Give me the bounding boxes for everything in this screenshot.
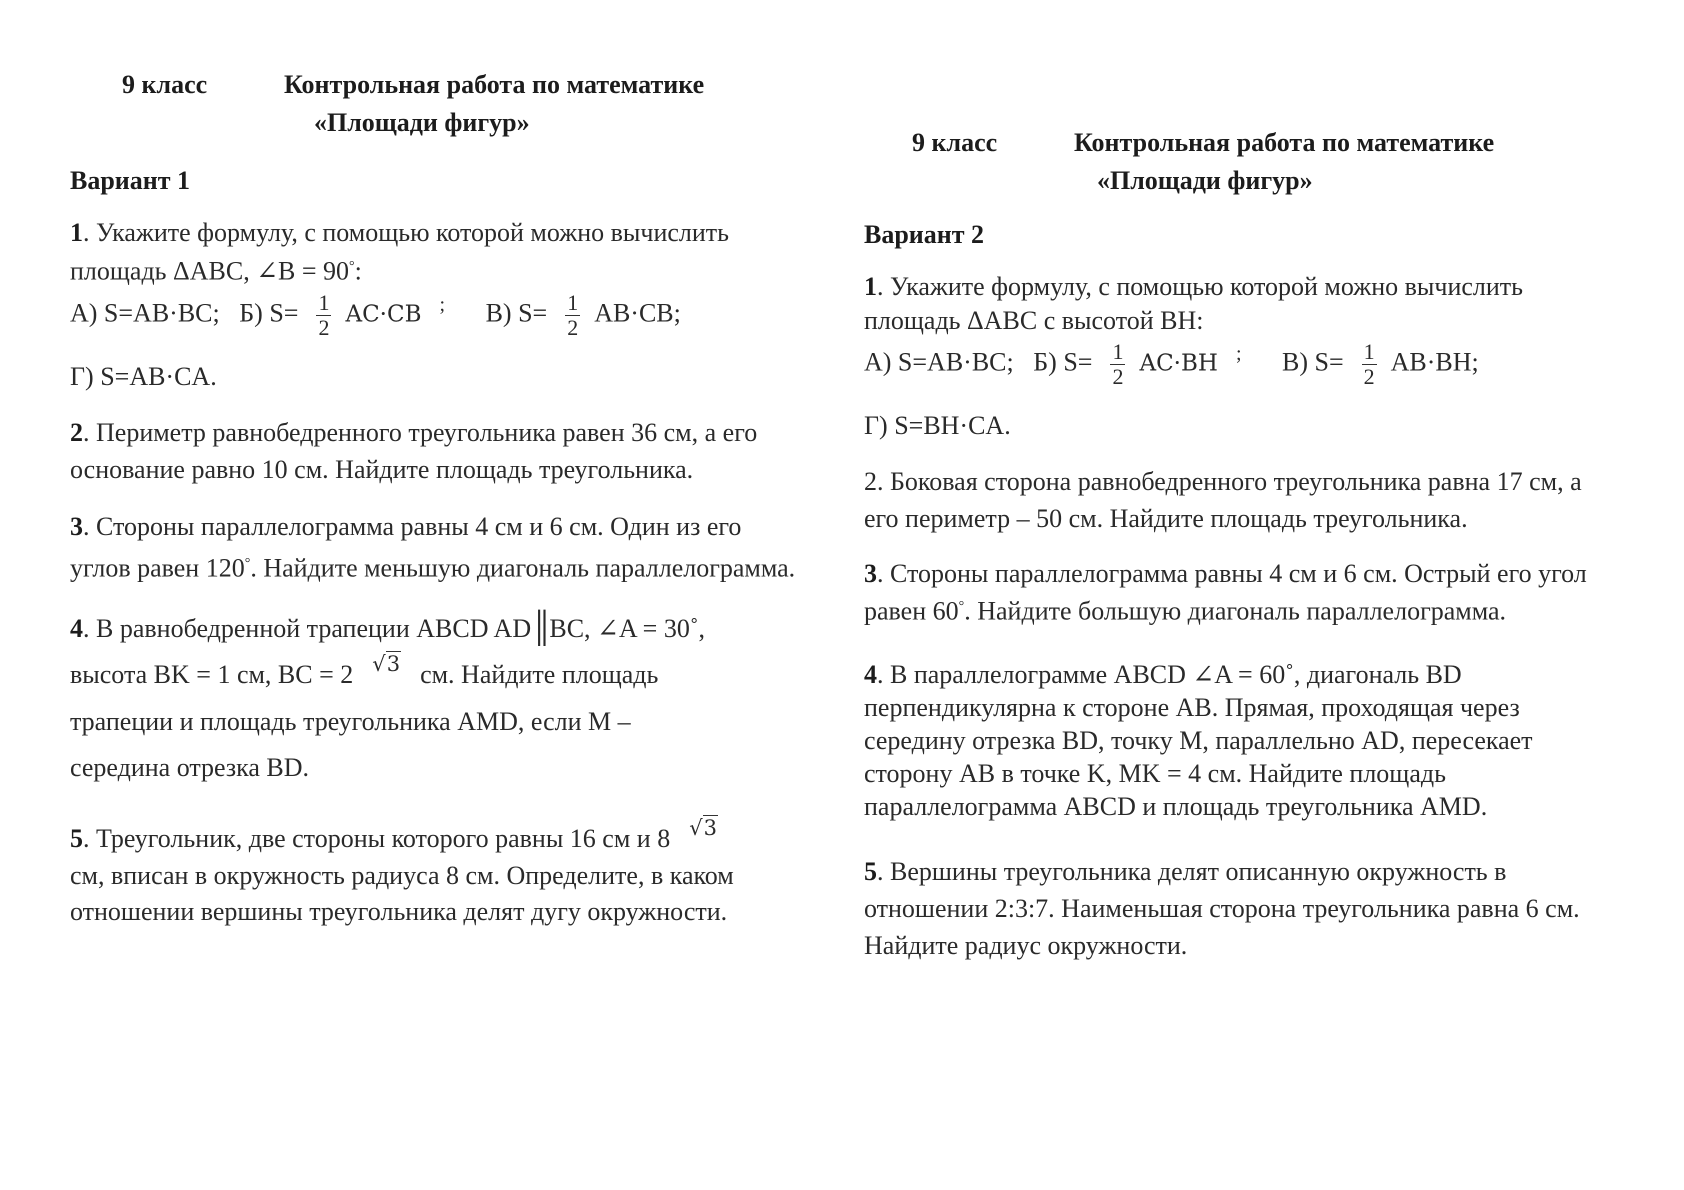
- option-v-prefix: В) S=: [1282, 347, 1344, 377]
- question-2: 2. Периметр равнобедренного треугольника равен 36 см, а его основание равно 10 см. Найдите площадь треугольника.: [70, 417, 758, 484]
- header-variant-1: [70, 66, 805, 142]
- question-4: 4. В равнобедренной трапеции ABCD AD║BC, ∠A = 30˚, высота BK = 1 см, BC = 2 $^{√3}$ см. Найдите площадь трапеции и площадь треугольника AMD, если M – середина отрезка BD.: [70, 611, 705, 783]
- option-b-prefix: Б) S=: [1033, 347, 1093, 377]
- test-topic: «Площади фигур»: [314, 108, 530, 137]
- question-1-options: А) S=AB·BC; Б) S= $\frac{1}{2}$ AC·BH ; В) S= $\frac{1}{2}$ AB·BH;: [864, 339, 1479, 389]
- option-b-prefix: Б) S=: [239, 298, 299, 328]
- option-v-expr: AB·BH;: [1390, 347, 1479, 377]
- question-5: 5. Вершины треугольника делят описанную окружность в отношении 2:3:7. Наименьшая сторона треугольника равна 6 см. Найдите радиус окружности.: [864, 856, 1580, 960]
- variant-2-column: [864, 124, 1604, 964]
- header-variant-2: [864, 124, 1604, 200]
- grade-label: 9 класс: [122, 70, 208, 99]
- test-topic: «Площади фигур»: [1097, 166, 1313, 195]
- test-title: Контрольная работа по математике: [1074, 128, 1495, 157]
- option-v-prefix: В) S=: [485, 298, 548, 328]
- variant-title: Вариант 1: [70, 166, 191, 195]
- option-a: А) S=AB·BC;: [864, 347, 1014, 377]
- variant-1-column: [70, 66, 805, 930]
- option-v-expr: AB·CB;: [594, 298, 681, 328]
- test-title: Контрольная работа по математике: [284, 70, 705, 99]
- question-5: 5. Треугольник, две стороны которого равны 16 см и 8 $^{√3}$ см, вписан в окружность радиуса 8 см. Определите, в каком отношении вершины треугольника делят дугу окружности.: [70, 816, 734, 927]
- option-a: А) S=AB·BC;: [70, 298, 220, 328]
- sqrt-3: √3: [689, 816, 717, 841]
- question-1-options: А) S=AB·BC; Б) S= $\frac{1}{2}$ AC·CB ; В) S= $\frac{1}{2}$ AB·CB;: [70, 289, 681, 340]
- option-b-expr: AC·CB: [345, 301, 422, 328]
- sqrt-3: √3: [372, 652, 401, 677]
- question-3: 3. Стороны параллелограмма равны 4 см и 6 см. Острый его угол равен 60°. Найдите большую диагональ параллелограмма.: [864, 559, 1587, 626]
- question-2: 2. Боковая сторона равнобедренного треугольника равна 17 см, а его периметр – 50 см. Найдите площадь треугольника.: [864, 467, 1582, 533]
- option-g: Г) S=BH·CA.: [864, 411, 1011, 440]
- question-3: 3. Стороны параллелограмма равны 4 см и 6 см. Один из его углов равен 120°. Найдите меньшую диагональ параллелограмма.: [70, 511, 796, 583]
- option-b-expr: AC·BH: [1139, 350, 1218, 377]
- grade-label: 9 класс: [912, 128, 998, 157]
- question-4: 4. В параллелограмме ABCD ∠A = 60˚, диагональ BD перпендикулярна к стороне AB. Прямая, проходящая через середину отрезка BD, точку M, параллельно AD, пересекает сторону AB в точке K, MK = 4 см. Найдите площадь параллелограмма ABCD и площадь треугольника AMD.: [864, 659, 1533, 821]
- fraction-half: $\frac{1}{2}$: [567, 289, 579, 340]
- question-1: 1. Укажите формулу, с помощью которой можно вычислить площадь ΔABC, ∠B = 90°:: [70, 218, 730, 286]
- fraction-half: $\frac{1}{2}$: [1112, 339, 1124, 389]
- fraction-half: $\frac{1}{2}$: [1363, 339, 1375, 389]
- question-1: 1. Укажите формулу, с помощью которой можно вычислить площадь ΔABC с высотой BH:: [864, 272, 1524, 335]
- variant-title: Вариант 2: [864, 220, 985, 249]
- fraction-half: $\frac{1}{2}$: [318, 289, 330, 340]
- option-g: Г) S=AB·CA.: [70, 361, 217, 391]
